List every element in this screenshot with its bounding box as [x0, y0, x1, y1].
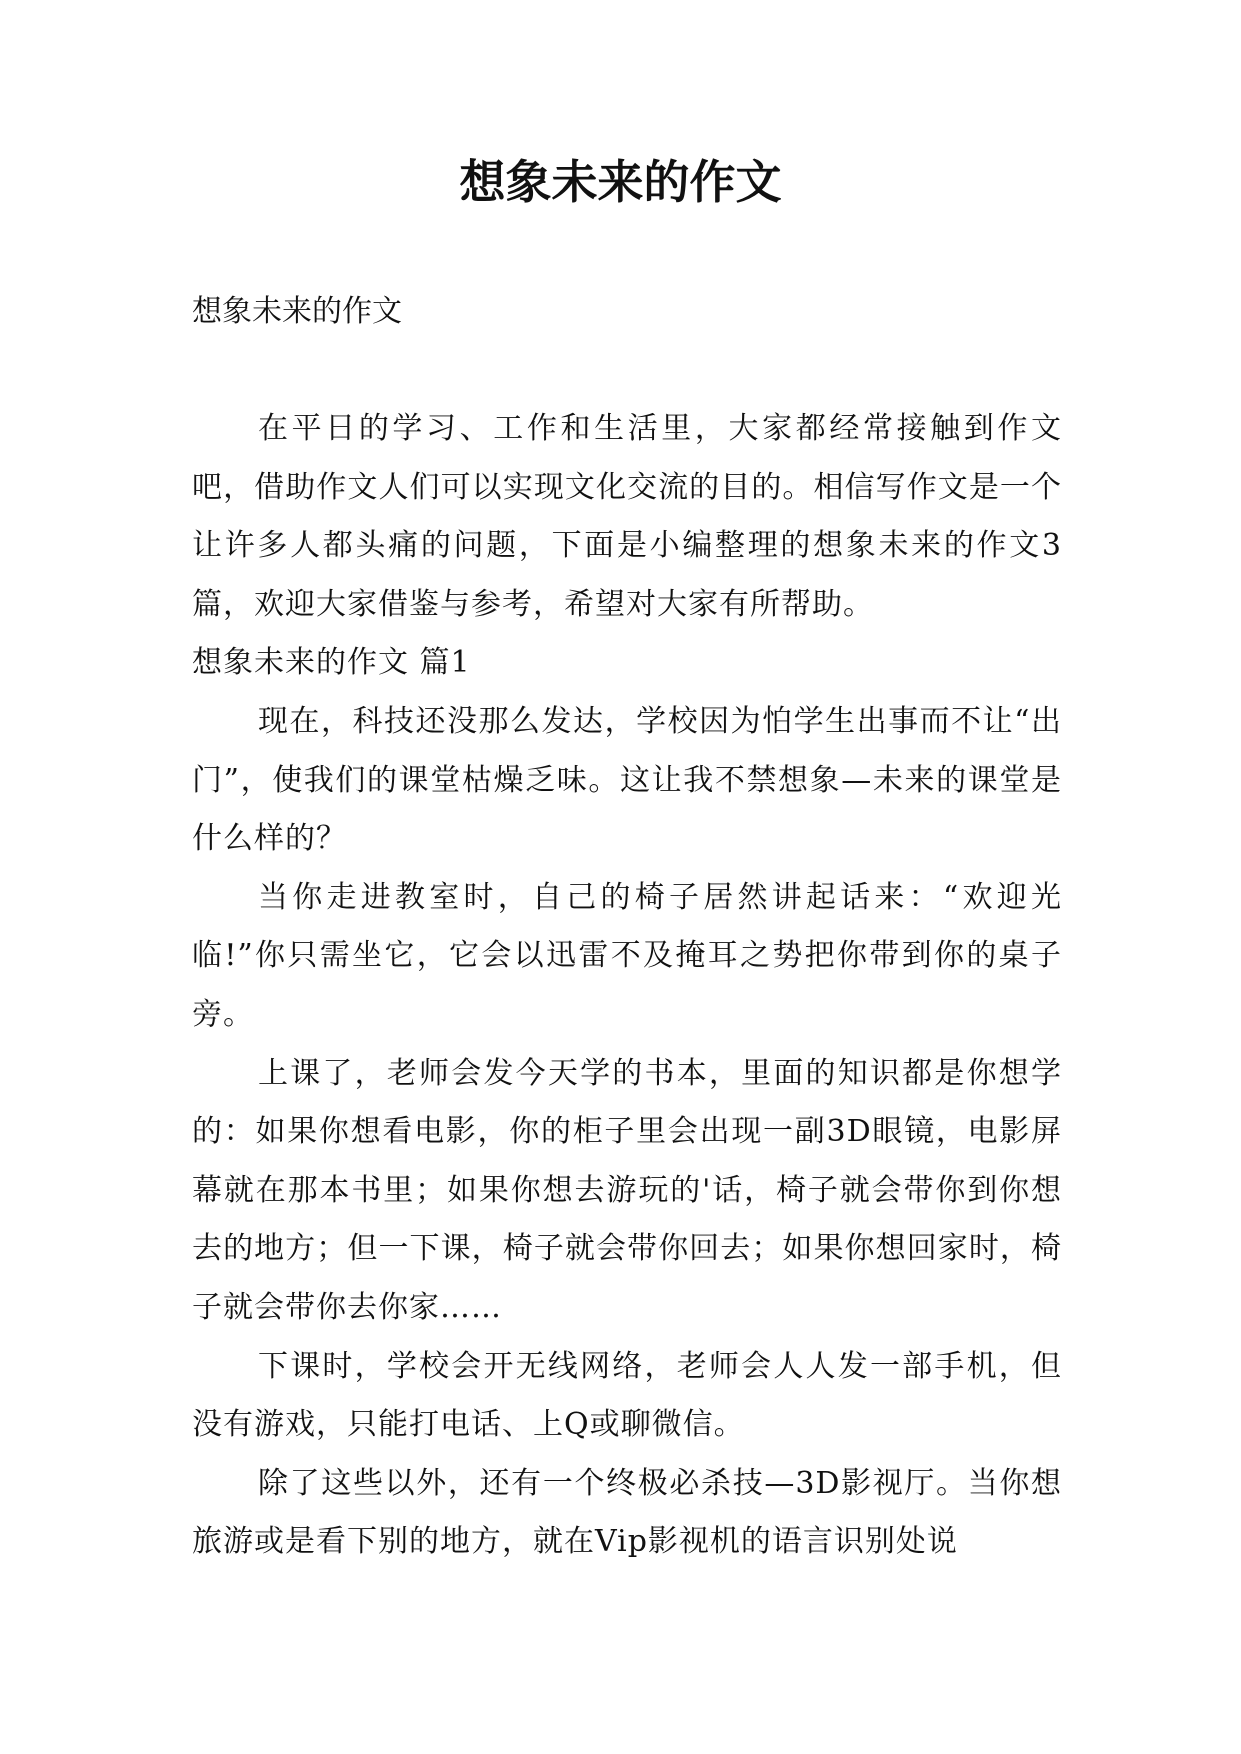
intro-paragraph: 在平日的学习、工作和生活里，大家都经常接触到作文吧，借助作文人们可以实现文化交流的目的。相信写作文是一个让许多人都头痛的问题，下面是小编整理的想象未来的作文3篇，欢迎大家借鉴与参考，希望对大家有所帮助。: [192, 411, 1062, 622]
document-title: 想象未来的作文: [459, 155, 782, 209]
document-body: [192, 400, 1062, 1572]
body-paragraph: 现在，科技还没那么发达，学校因为怕学生出事而不让“出门”，使我们的课堂枯燥乏味。这让我不禁想象—未来的课堂是什么样的？: [192, 703, 1062, 857]
body-paragraph: 上课了，老师会发今天学的书本，里面的知识都是你想学的：如果你想看电影，你的柜子里会出现一副3D眼镜，电影屏幕就在那本书里；如果你想去游玩的'话，椅子就会带你到你想去的地方；但一下课，椅子就会带你回去；如果你想回家时，椅子就会带你去你家……: [192, 1055, 1062, 1325]
section-heading: 想象未来的作文 篇1: [192, 645, 471, 681]
body-paragraph: 当你走进教室时，自己的椅子居然讲起话来：“欢迎光临!”你只需坐它，它会以迅雷不及掩耳之势把你带到你的桌子旁。: [192, 879, 1062, 1032]
body-paragraph: 除了这些以外，还有一个终极必杀技—3D影视厅。当你想旅游或是看下别的地方，就在Vip影视机的语言识别处说: [192, 1465, 1062, 1560]
body-paragraph: 下课时，学校会开无线网络，老师会人人发一部手机，但没有游戏，只能打电话、上Q或聊微信。: [192, 1348, 1062, 1443]
document-subtitle: 想象未来的作文: [192, 294, 402, 329]
